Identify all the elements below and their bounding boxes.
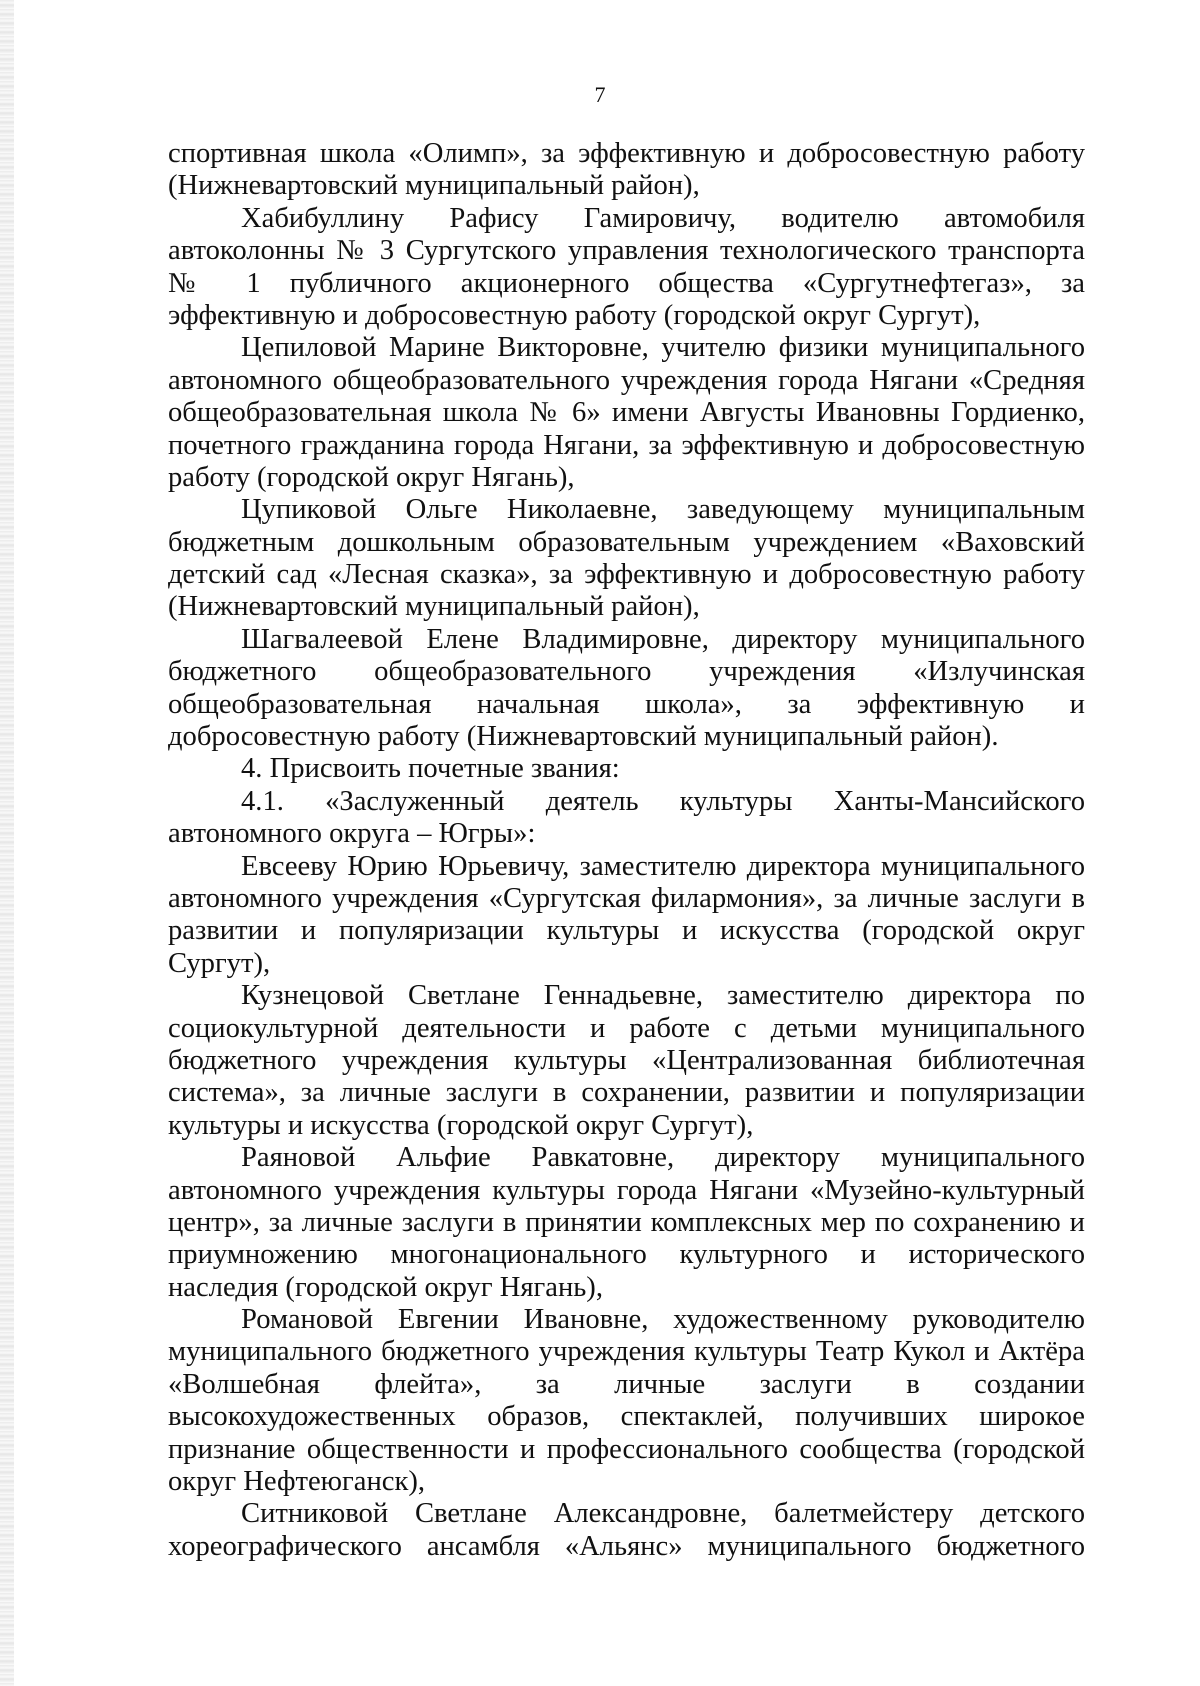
text-line: центр», за личные заслуги в принятии комплексных мер по сохранению и [168,1206,1085,1238]
text-line: добросовестную работу (Нижневартовский муниципальный район). [168,721,999,753]
text-line: автономного округа – Югры»: [168,818,536,850]
scan-edge [0,0,14,1686]
text-line: общеобразовательная школа № 6» имени Августы Ивановны Гордиенко, [168,397,1085,429]
text-line: спортивная школа «Олимп», за эффективную и добросовестную работу [168,138,1085,169]
text-line: общеобразовательная начальная школа», за эффективную и [168,688,1085,720]
text-line: хореографического ансамбля «Альянс» муниципального бюджетного [168,1530,1085,1562]
text-line: приумножению многонационального культурного и исторического [168,1239,1085,1271]
text-line: Цепиловой Марине Викторовне, учителю физики муниципального [241,332,1085,364]
text-line: 4. Присвоить почетные звания: [241,753,620,785]
text-line: эффективную и добросовестную работу (городской округ Сургут), [168,299,981,331]
text-line: Цупиковой Ольге Николаевне, заведующему муниципальным [241,494,1085,526]
text-line: автономного учреждения культуры города Нягани «Музейно-культурный [168,1174,1085,1206]
text-line: бюджетного общеобразовательного учреждения «Излучинская [168,656,1085,688]
text-line: Раяновой Альфие Равкатовне, директору муниципального [241,1142,1085,1174]
text-line: культуры и искусства (городской округ Сургут), [168,1109,754,1141]
text-line: округ Нефтеюганск), [168,1466,426,1498]
text-line: почетного гражданина города Нягани, за эффективную и добросовестную [168,429,1085,461]
text-line: развитии и популяризации культуры и искусства (городской округ [168,915,1085,947]
text-line: высокохудожественных образов, спектаклей, получивших широкое [168,1401,1085,1433]
text-line: Сургут), [168,947,271,979]
text-line: признание общественности и профессионального сообщества (городской [168,1433,1085,1465]
text-line: Евсееву Юрию Юрьевичу, заместителю директора муниципального [241,850,1085,882]
document-body [168,138,1085,1563]
page-number: 7 [594,82,606,107]
text-line: Кузнецовой Светлане Геннадьевне, заместителю директора по [241,980,1085,1012]
text-line: (Нижневартовский муниципальный район), [168,170,700,202]
text-line: 4.1. «Заслуженный деятель культуры Ханты-Мансийского [241,785,1085,817]
text-line: автономного учреждения «Сургутская филармония», за личные заслуги в [168,882,1085,914]
text-line: муниципального бюджетного учреждения культуры Театр Кукол и Актёра [168,1336,1085,1368]
text-line: автоколонны № 3 Сургутского управления технологического транспорта [168,235,1085,267]
text-line: детский сад «Лесная сказка», за эффективную и добросовестную работу [168,559,1085,591]
text-line: наследия (городской округ Нягань), [168,1271,603,1303]
text-line: Шагвалеевой Елене Владимировне, директору муниципального [241,623,1085,655]
text-line: система», за личные заслуги в сохранении, развитии и популяризации [168,1077,1085,1109]
text-line: социокультурной деятельности и работе с детьми муниципального [168,1012,1085,1044]
text-line: Ситниковой Светлане Александровне, балетмейстеру детского [241,1498,1085,1530]
text-line: бюджетным дошкольным образовательным учреждением «Ваховский [168,526,1085,558]
text-line: Романовой Евгении Ивановне, художественному руководителю [241,1304,1085,1336]
text-line: автономного общеобразовательного учреждения города Нягани «Средняя [168,364,1085,396]
text-line: работу (городской округ Нягань), [168,461,575,493]
text-line: бюджетного учреждения культуры «Централизованная библиотечная [168,1044,1085,1076]
text-line: № 1 публичного акционерного общества «Сургутнефтегаз», за [168,267,1085,299]
text-line: (Нижневартовский муниципальный район), [168,591,700,623]
text-line: Хабибуллину Рафису Гамировичу, водителю автомобиля [241,202,1085,234]
text-line: «Волшебная флейта», за личные заслуги в создании [168,1368,1085,1400]
